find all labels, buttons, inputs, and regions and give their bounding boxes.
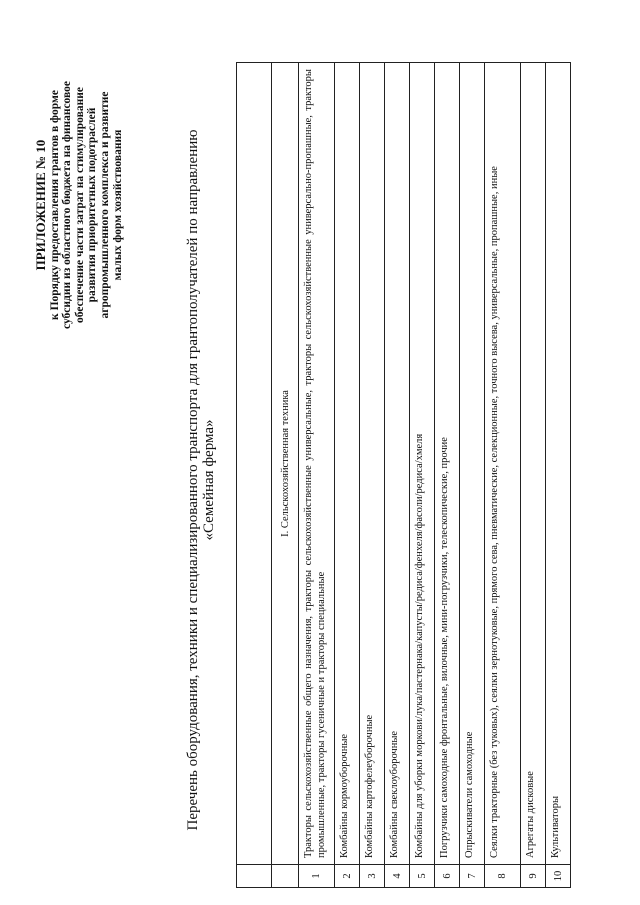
row-number: 3	[360, 865, 385, 888]
row-name: Сеялки тракторные (без туковых), сеялки зернотуковые, прямого сева, пневматические, селекционные, точного высева, универсальные, пропашные, иные	[485, 63, 521, 865]
row-number: 8	[485, 865, 521, 888]
table-row	[485, 63, 521, 888]
row-name: Комбайны картофелеуборочные	[360, 63, 385, 865]
header-line: обеспечение части затрат на стимулирование	[73, 87, 86, 323]
row-name: Комбайны свеклоуборочные	[385, 63, 410, 865]
table-row	[521, 63, 546, 888]
document-title	[185, 80, 217, 880]
table-row	[546, 63, 571, 888]
title-line-2: «Семейная ферма»	[201, 419, 217, 541]
row-number: 2	[335, 865, 360, 888]
row-name: Опрыскиватели самоходные	[460, 63, 485, 865]
equipment-table	[236, 62, 571, 888]
table-row	[335, 63, 360, 888]
row-number: 9	[521, 865, 546, 888]
row-name: Погрузчики самоходные фронтальные, вилочные, мини-погрузчики, телескопические, прочие	[435, 63, 460, 865]
header-line: субсидии из областного бюджета на финансовое	[61, 81, 74, 329]
header-line: развития приоритетных подотраслей	[86, 107, 99, 303]
row-name: Агрегаты дисковые	[521, 63, 546, 865]
row-number: 7	[460, 865, 485, 888]
row-number: 1	[299, 865, 335, 888]
table-cell	[237, 63, 272, 865]
row-name: Тракторы сельскохозяйственные общего назначения, тракторы сельскохозяйственные универсальные, тракторы сельскохозяйственные универсально-пропашные, тракторы промышленные, тракторы гусеничные и тракторы специальные	[299, 63, 335, 865]
table-row	[460, 63, 485, 888]
table-cell	[237, 865, 272, 888]
header-line: малых форм хозяйствования	[111, 129, 124, 281]
row-name: Комбайны кормоуборочные	[335, 63, 360, 865]
title-line-1: Перечень оборудования, техники и специализированного транспорта для грантополучателей по направлению	[185, 129, 201, 831]
row-number: 6	[435, 865, 460, 888]
table-cell	[272, 865, 299, 888]
row-number: 5	[410, 865, 435, 888]
section-title: I. Сельскохозяйственная техника	[272, 63, 299, 865]
table-row	[410, 63, 435, 888]
table-row	[435, 63, 460, 888]
row-number: 4	[385, 865, 410, 888]
appendix-header	[35, 5, 124, 405]
appendix-number: ПРИЛОЖЕНИЕ № 10	[33, 139, 48, 271]
header-line: агропромышленного комплекса и развитие	[98, 91, 111, 319]
row-number: 10	[546, 865, 571, 888]
table-row	[385, 63, 410, 888]
row-name: Культиваторы	[546, 63, 571, 865]
table-blank-row	[237, 63, 272, 888]
section-row	[272, 63, 299, 888]
table-row	[360, 63, 385, 888]
row-name: Комбайны для уборки моркови/лука/пастернака/капусты/редиса/фенхеля/фасоли/редиса/хмеля	[410, 63, 435, 865]
table-row	[299, 63, 335, 888]
header-line: к Порядку предоставления грантов в форме	[48, 90, 61, 320]
